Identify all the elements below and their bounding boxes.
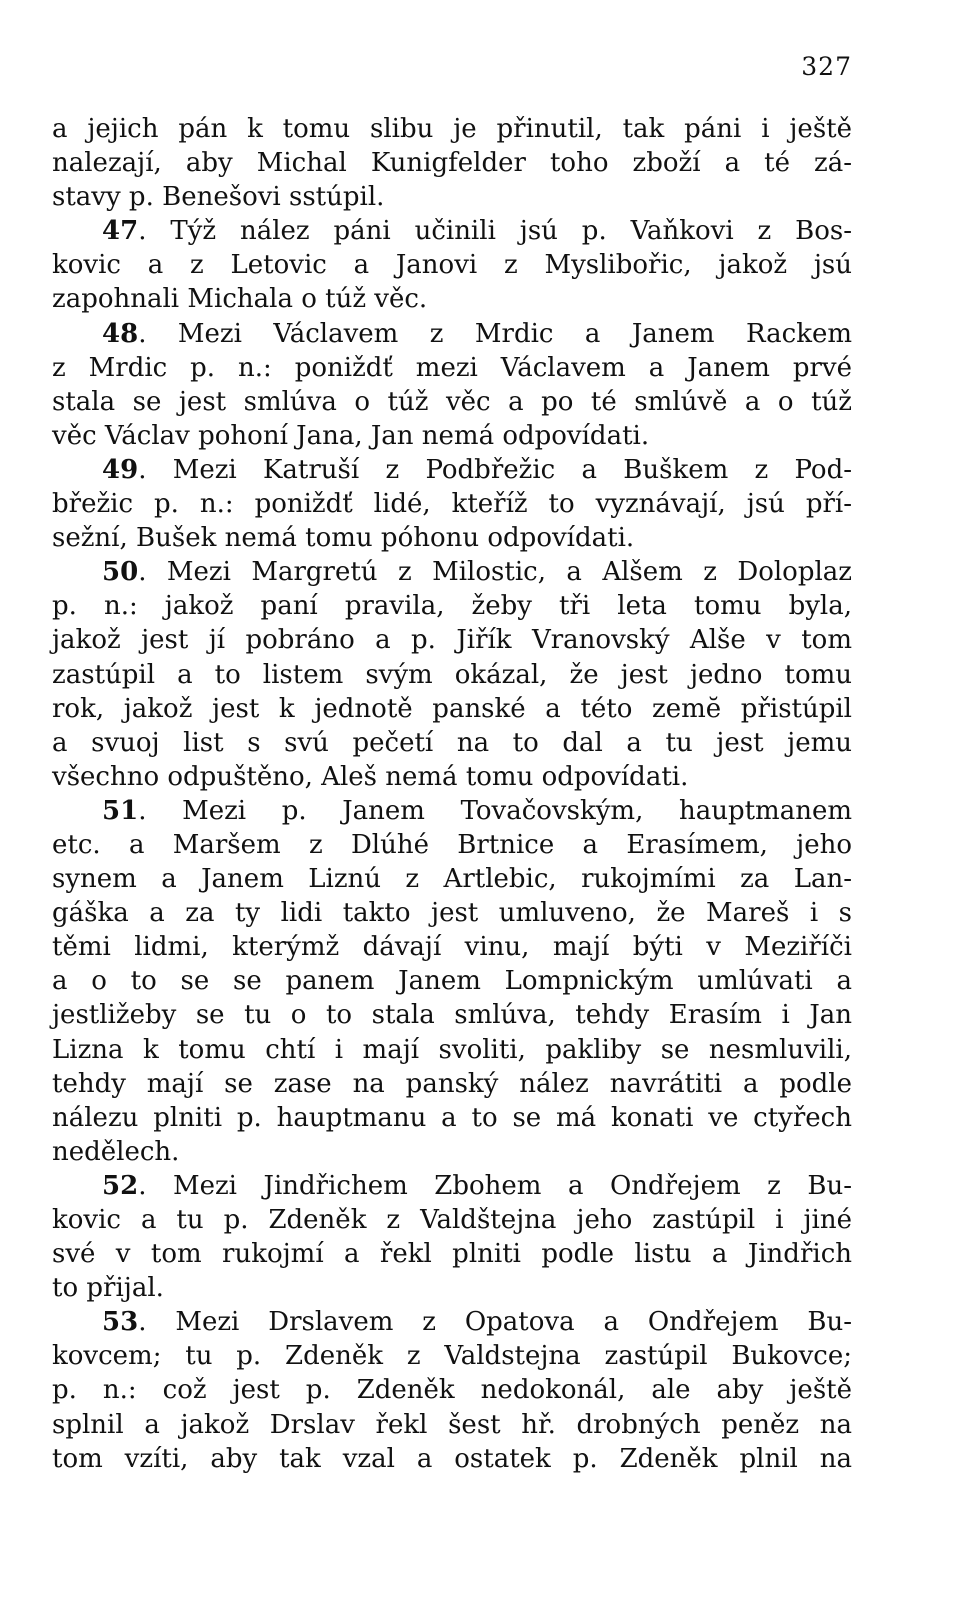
entry-number: 49 <box>102 454 139 485</box>
entry-number: 52 <box>102 1170 139 1201</box>
line-text: synem a Janem Liznú z Artlebic, rukojmími za Lan- <box>52 864 852 895</box>
entry-number: 48 <box>102 318 139 349</box>
entry-number: 53 <box>102 1307 139 1338</box>
text-line <box>52 896 852 930</box>
text-line <box>52 1101 852 1135</box>
line-text: a jejich pán k tomu slibu je přinutil, tak páni i ještě <box>52 114 852 144</box>
line-text: své v tom rukojmí a řekl plniti podle listu a Jindřich <box>52 1239 852 1270</box>
line-text: tom vzíti, aby tak vzal a ostatek p. Zdeněk plnil na <box>52 1443 852 1474</box>
text-line <box>52 521 852 555</box>
line-text: rok, jakož jest k jednotě panské a této zemĕ přistúpil <box>52 693 852 724</box>
text-line <box>52 487 852 521</box>
line-text: to přijal. <box>52 1273 164 1304</box>
line-text: . Týž nález páni učinili jsú p. Vaňkovi z Bos- <box>138 216 852 247</box>
line-text: všechno odpuštěno, Aleš nemá tomu odpovídati. <box>52 761 689 792</box>
line-text: zapohnali Michala o túž věc. <box>52 284 428 315</box>
text-line <box>52 1373 852 1407</box>
text-line <box>52 930 852 964</box>
text-line <box>52 998 852 1032</box>
text-line <box>52 248 852 282</box>
line-text: nedělech. <box>52 1136 180 1167</box>
entry-number: 47 <box>102 216 139 247</box>
line-text: nálezu plniti p. hauptmanu a to se má konati ve ctyřech <box>52 1102 852 1133</box>
text-line <box>52 1408 852 1442</box>
line-text: p. n.: což jest p. Zdeněk nedokonál, ale aby ještě <box>52 1375 852 1406</box>
text-block <box>52 112 852 1476</box>
entry-start-line <box>52 317 852 351</box>
text-line <box>52 1271 852 1305</box>
text-line <box>52 828 852 862</box>
line-text: . Mezi Václavem z Mrdic a Janem Rackem <box>138 318 852 349</box>
text-line <box>52 692 852 726</box>
entry-start-line <box>52 794 852 828</box>
line-text: stavy p. Benešovi sstúpil. <box>52 182 385 213</box>
line-text: etc. a Maršem z Dlúhé Brtnice a Erasímem, jeho <box>52 829 852 860</box>
line-text: a svuoj list s svú pečetí na to dal a tu jest jemu <box>52 727 852 758</box>
line-text: . Mezi p. Janem Tovačovským, hauptmanem <box>138 795 852 826</box>
text-line <box>52 1033 852 1067</box>
text-line <box>52 862 852 896</box>
line-text: těmi lidmi, kterýmž dávají vinu, mají býti v Meziříči <box>52 932 852 963</box>
line-text: splnil a jakož Drslav řekl šest hř. drobných peněz na <box>52 1409 852 1440</box>
text-line <box>52 282 852 316</box>
text-line <box>52 726 852 760</box>
entry-number: 51 <box>102 795 139 826</box>
line-text: . Mezi Jindřichem Zbohem a Ondřejem z Bu- <box>138 1170 852 1201</box>
line-text: p. n.: jakož paní pravila, žeby tři leta tomu byla, <box>52 591 852 622</box>
entry-start-line <box>52 214 852 248</box>
text-line <box>52 385 852 419</box>
line-text: . Mezi Drslavem z Opatova a Ondřejem Bu- <box>138 1307 852 1338</box>
entry-start-line <box>52 1169 852 1203</box>
text-line <box>52 1135 852 1169</box>
line-text: stala se jest smlúva o túž věc a po té smlúvě a o túž <box>52 386 852 417</box>
entry-start-line <box>52 1305 852 1339</box>
line-text: . Mezi Margretú z Milostic, a Alšem z Doloplaz <box>138 557 852 588</box>
line-text: . Mezi Katruší z Podbřežic a Buškem z Pod- <box>138 454 852 485</box>
line-text: sežní, Bušek nemá tomu póhonu odpovídati. <box>52 523 635 554</box>
text-line <box>52 112 852 146</box>
text-line <box>52 623 852 657</box>
line-text: tehdy mají se zase na panský nález navrátiti a podle <box>52 1068 852 1099</box>
line-text: a o to se se panem Janem Lompnickým umlúvati a <box>52 966 852 997</box>
entry-start-line <box>52 453 852 487</box>
text-line <box>52 1237 852 1271</box>
text-line <box>52 760 852 794</box>
line-text: kovic a z Letovic a Janovi z Myslibořic, jakož jsú <box>52 250 852 281</box>
page-number: 327 <box>801 52 852 81</box>
line-text: zastúpil a to listem svým okázal, že jest jedno tomu <box>52 659 852 690</box>
text-line <box>52 1339 852 1373</box>
text-line <box>52 1203 852 1237</box>
line-text: z Mrdic p. n.: poniždť mezi Václavem a Janem prvé <box>52 352 852 383</box>
line-text: nalezají, aby Michal Kunigfelder toho zboží a té zá- <box>52 148 852 179</box>
entry-start-line <box>52 555 852 589</box>
entry-number: 50 <box>102 557 139 588</box>
text-line <box>52 964 852 998</box>
text-line <box>52 419 852 453</box>
line-text: kovcem; tu p. Zdeněk z Valdstejna zastúpil Bukovce; <box>52 1341 852 1372</box>
text-line <box>52 1442 852 1476</box>
line-text: jestližeby se tu o to stala smlúva, tehdy Erasím i Jan <box>52 1000 852 1031</box>
line-text: Lizna k tomu chtí i mají svoliti, pakliby se nesmluvili, <box>52 1034 852 1065</box>
line-text: gáška a za ty lidi takto jest umluveno, že Mareš i s <box>52 898 852 929</box>
text-line <box>52 351 852 385</box>
line-text: břežic p. n.: poniždť lidé, kteříž to vyznávají, jsú pří- <box>52 489 852 520</box>
line-text: kovic a tu p. Zdeněk z Valdštejna jeho zastúpil i jiné <box>52 1205 852 1235</box>
line-text: jakož jest jí pobráno a p. Jiřík Vranovský Alše v tom <box>52 625 852 656</box>
text-line <box>52 180 852 214</box>
text-line <box>52 589 852 623</box>
text-line <box>52 1067 852 1101</box>
text-line <box>52 658 852 692</box>
text-line <box>52 146 852 180</box>
line-text: věc Václav pohoní Jana, Jan nemá odpovídati. <box>52 420 650 451</box>
